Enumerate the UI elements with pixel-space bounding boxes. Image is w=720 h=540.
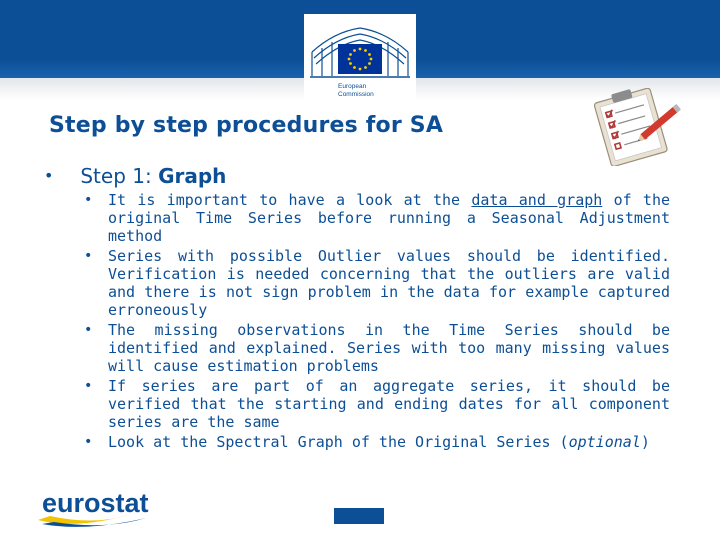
bullet-icon: • <box>84 378 93 394</box>
bullet-icon: • <box>84 434 93 450</box>
item-text: Series with possible Outlier values should be identified. Verification is needed concerning that the outliers are valid and there is not sign problem in the data for example captured erroneously <box>108 247 670 319</box>
step-label: Step 1: <box>80 164 159 188</box>
item-text: The missing observations in the Time Series should be identified and explained. Series with too many missing values will cause estimation problems <box>108 321 670 375</box>
step-1-item <box>44 164 226 188</box>
list-item <box>84 191 670 245</box>
item-text: If series are part of an aggregate series, it should be verified that the starting and ending dates for all component series are the same <box>108 377 670 431</box>
footer-badge <box>334 508 384 524</box>
eurostat-logo <box>36 480 172 530</box>
list-item <box>84 321 670 375</box>
list-item <box>84 433 670 451</box>
european-commission-logo <box>304 14 416 106</box>
item-text-suffix: ) <box>640 433 650 451</box>
list-item <box>84 247 670 319</box>
checklist-clipboard-pencil-icon <box>578 88 686 166</box>
item-text-prefix: It is important to have a look at the <box>108 191 472 209</box>
item-text-suffix: of the original Time Series before running a Seasonal Adjustment method <box>108 191 671 245</box>
step-title: Graph <box>158 164 227 188</box>
item-text-prefix: Look at the Spectral Graph of the Original Series ( <box>108 433 569 451</box>
sub-bullet-list <box>84 191 670 453</box>
step-bullet: • <box>44 166 54 185</box>
emblem-line1: European <box>338 83 367 90</box>
data-and-graph-link[interactable]: data and graph <box>471 191 603 209</box>
bullet-icon: • <box>84 322 93 338</box>
emblem-line2: Commission <box>338 91 374 98</box>
bullet-icon: • <box>84 248 93 264</box>
list-item <box>84 377 670 431</box>
bullet-icon: • <box>84 192 93 208</box>
optional-emphasis: optional <box>568 433 641 451</box>
page-title: Step by step procedures for SA <box>49 113 444 138</box>
eurostat-logo-text: eurostat <box>42 488 149 518</box>
